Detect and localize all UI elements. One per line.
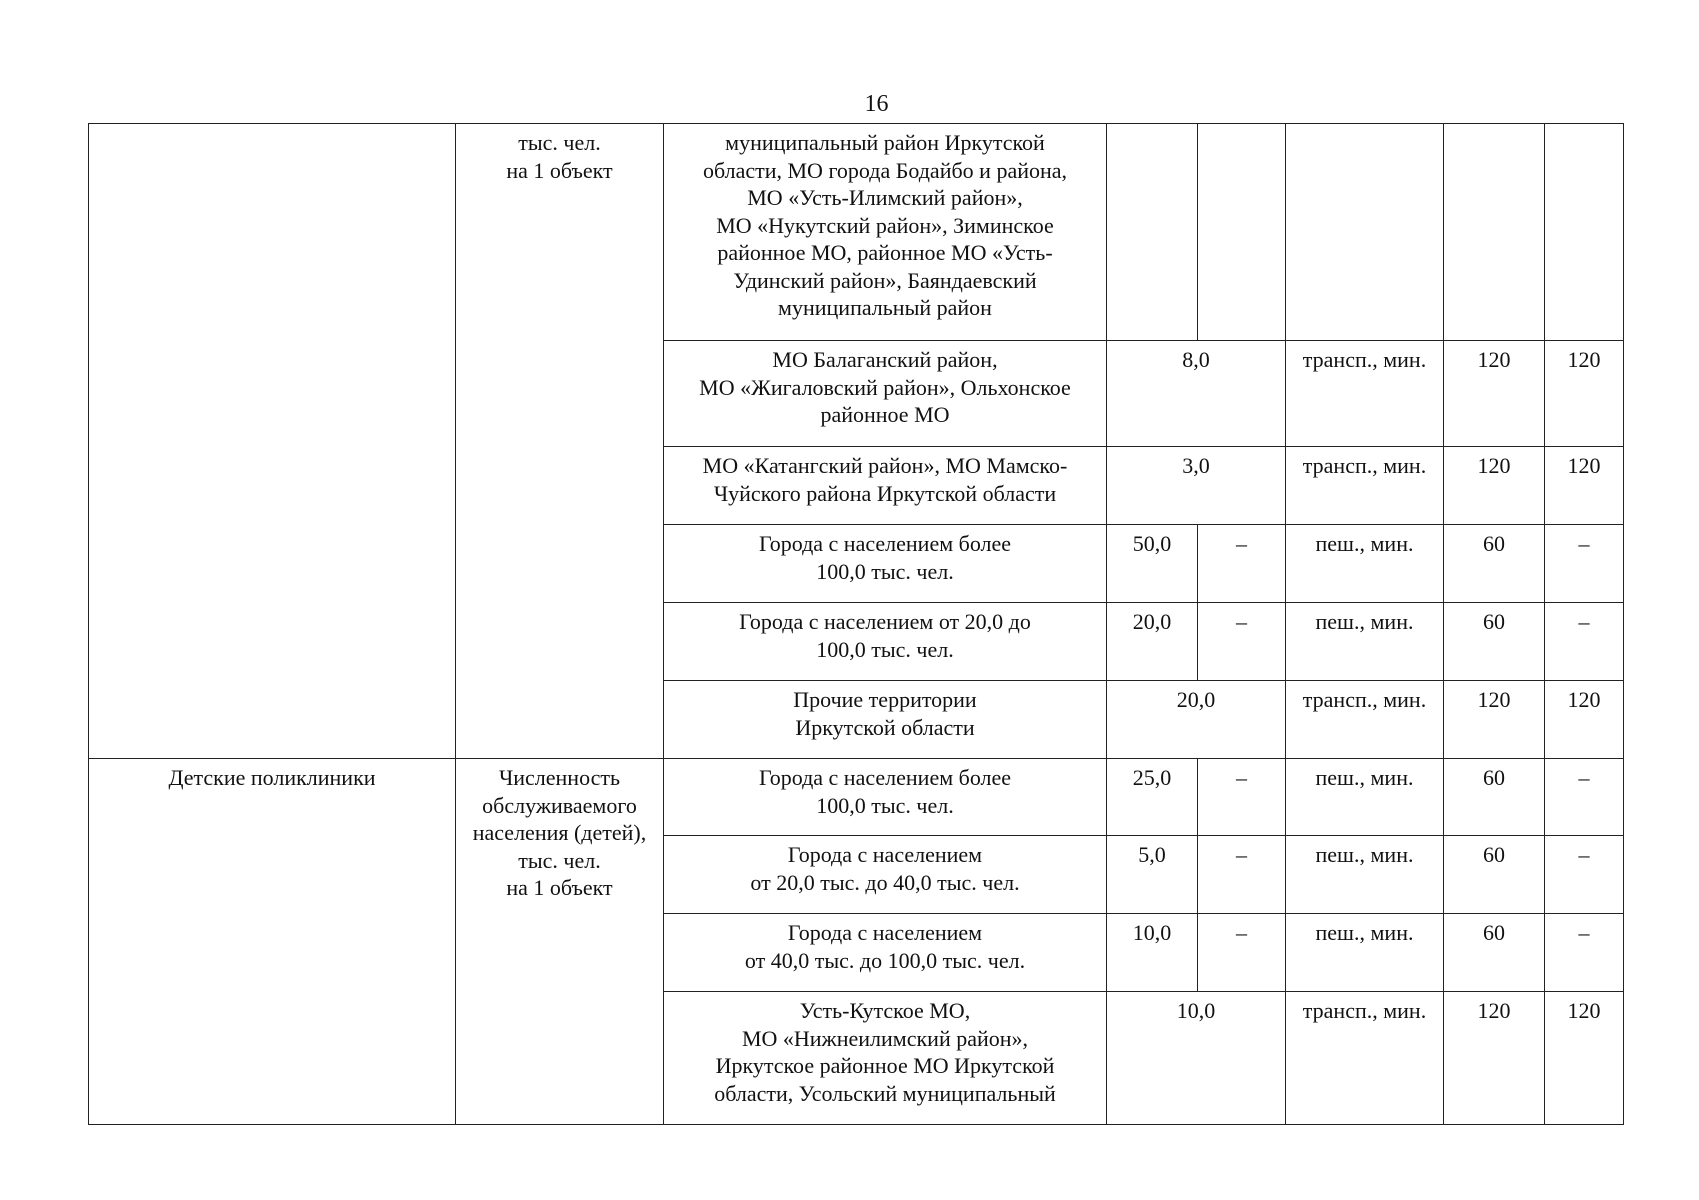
cell-line: Численность (498, 765, 621, 790)
time2-cell: 120 (1545, 341, 1624, 447)
access-type-cell: трансп., мин. (1286, 341, 1444, 447)
value2-cell: – (1198, 914, 1286, 992)
group2-name-cell: Детские поликлиники (89, 759, 456, 1125)
time2-cell: – (1545, 836, 1624, 914)
value-cell: 25,0 (1107, 759, 1198, 836)
time1-cell: 120 (1444, 341, 1545, 447)
cell-line: МО Балаганский район, (772, 347, 998, 372)
time1-cell: 120 (1444, 681, 1545, 759)
value-cell: 10,0 (1107, 992, 1286, 1125)
value-cell: 20,0 (1107, 603, 1198, 681)
cell-line: области, МО города Бодайбо и района, (702, 157, 1068, 183)
time2-cell: 120 (1545, 681, 1624, 759)
cell-line: населения (детей), (472, 820, 647, 845)
cell-line: Иркутское районное МО Иркутской (715, 1053, 1055, 1078)
cell-line: Удинский район», Баяндаевский (733, 267, 1037, 293)
table-row (89, 124, 1624, 341)
value-cell: 50,0 (1107, 525, 1198, 603)
time1-cell: 120 (1444, 992, 1545, 1125)
cell-line: Усть-Кутское МО, (799, 998, 971, 1023)
territory-cell (664, 124, 1107, 341)
cell-line: на 1 объект (506, 875, 613, 900)
page-number: 16 (864, 91, 889, 117)
access-type-cell: пеш., мин. (1286, 525, 1444, 603)
cell-line: 100,0 тыс. чел. (816, 636, 954, 662)
time1-cell: 60 (1444, 914, 1545, 992)
value-cell: 20,0 (1107, 681, 1286, 759)
cell-line: обслуживаемого (482, 792, 637, 818)
table-row (89, 759, 1624, 836)
group2-indicator-cell (456, 759, 664, 1125)
territory-cell (664, 836, 1107, 914)
cell-line: Иркутской области (795, 714, 975, 740)
time1-cell: 60 (1444, 836, 1545, 914)
time1-cell: 120 (1444, 447, 1545, 525)
access-type-cell: трансп., мин. (1286, 681, 1444, 759)
value-cell (1107, 124, 1198, 341)
value2-cell (1198, 124, 1286, 341)
time1-cell: 60 (1444, 759, 1545, 836)
access-type-cell: пеш., мин. (1286, 836, 1444, 914)
time1-cell: 60 (1444, 603, 1545, 681)
territory-cell (664, 603, 1107, 681)
time2-cell: – (1545, 914, 1624, 992)
cell-line: тыс. чел. (518, 847, 601, 873)
value2-cell: – (1198, 525, 1286, 603)
value-cell: 8,0 (1107, 341, 1286, 447)
territory-cell (664, 341, 1107, 447)
cell-line: МО «Нижнеилимский район», (741, 1025, 1029, 1051)
cell-line: тыс. чел. (518, 130, 601, 155)
cell-line: Города с населением более (758, 765, 1012, 790)
access-type-cell: трансп., мин. (1286, 447, 1444, 525)
group1-indicator-cell (456, 124, 664, 759)
value2-cell: – (1198, 759, 1286, 836)
value2-cell: – (1198, 603, 1286, 681)
access-type-cell: пеш., мин. (1286, 914, 1444, 992)
cell-line: области, Усольский муниципальный (714, 1080, 1056, 1106)
territory-cell (664, 525, 1107, 603)
cell-line: районное МО (820, 402, 950, 427)
cell-line: Прочие территории (793, 687, 977, 712)
cell-line: Города с населением (787, 920, 983, 945)
cell-line: от 20,0 тыс. до 40,0 тыс. чел. (750, 869, 1020, 895)
cell-line: Города с населением от 20,0 до (739, 609, 1031, 634)
cell-line: МО «Усть-Илимский район», (747, 185, 1023, 210)
territory-cell (664, 914, 1107, 992)
territory-cell (664, 681, 1107, 759)
cell-line: Города с населением более (758, 531, 1012, 556)
cell-line: муниципальный район (778, 295, 992, 320)
cell-line: муниципальный район Иркутской (725, 130, 1045, 155)
value-cell: 3,0 (1107, 447, 1286, 525)
access-type-cell: пеш., мин. (1286, 759, 1444, 836)
territory-cell (664, 992, 1107, 1125)
group1-name-cell (89, 124, 456, 759)
time2-cell (1545, 124, 1624, 341)
cell-line: МО «Катангский район», МО Мамско- (702, 453, 1068, 478)
cell-line: Города с населением (787, 842, 983, 867)
value-cell: 10,0 (1107, 914, 1198, 992)
cell-line: 100,0 тыс. чел. (816, 792, 954, 818)
value-cell: 5,0 (1107, 836, 1198, 914)
access-type-cell (1286, 124, 1444, 341)
time2-cell: – (1545, 759, 1624, 836)
time1-cell: 60 (1444, 525, 1545, 603)
time2-cell: – (1545, 603, 1624, 681)
access-type-cell: трансп., мин. (1286, 992, 1444, 1125)
cell-line: МО «Нукутский район», Зиминское (716, 212, 1054, 238)
standards-table (88, 123, 1624, 1125)
cell-line: на 1 объект (506, 157, 613, 183)
time2-cell: 120 (1545, 992, 1624, 1125)
territory-cell (664, 759, 1107, 836)
cell-line: Чуйского района Иркутской области (713, 480, 1057, 506)
cell-line: от 40,0 тыс. до 100,0 тыс. чел. (744, 947, 1026, 973)
cell-line: 100,0 тыс. чел. (816, 558, 954, 584)
time2-cell: 120 (1545, 447, 1624, 525)
cell-line: районное МО, районное МО «Усть- (717, 240, 1053, 265)
access-type-cell: пеш., мин. (1286, 603, 1444, 681)
time1-cell (1444, 124, 1545, 341)
territory-cell (664, 447, 1107, 525)
value2-cell: – (1198, 836, 1286, 914)
cell-line: МО «Жигаловский район», Ольхонское (699, 374, 1071, 400)
time2-cell: – (1545, 525, 1624, 603)
